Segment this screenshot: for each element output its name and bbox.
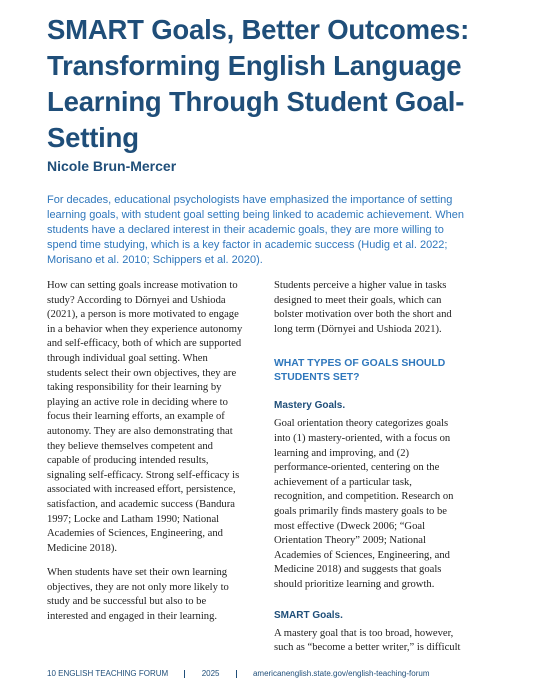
page-footer: [47, 669, 487, 679]
right-column: [274, 279, 464, 666]
left-column: [47, 279, 243, 635]
body-paragraph: Goal orientation theory categorizes goals into (1) mastery-oriented, with a focus on learning and improving, and (2) performance-oriented, centering on the achievement of a particular task, recognition, and competition. Research on goals primarily finds mastery goals to be most effective (Dweck 2006; “Goal Orientation Theory” 2009; National Academies of Sciences, Engineering, and Medicine 2018) and suggests that goals should prioritize learning and growth.: [274, 418, 454, 590]
footer-divider: [184, 670, 185, 678]
article-author: Nicole Brun-Mercer: [47, 158, 177, 174]
article-intro: For decades, educational psychologists have emphasized the importance of setting learning goals, with student goal setting being linked to academic achievement. When students have a declared interest in their academic goals, they are more willing to spend time studying, which is a key factor in academic success (Hudig et al. 2022; Morisano et al. 2010; Schippers et al. 2020).: [47, 194, 465, 266]
subheading-smart-goals: SMART Goals.: [274, 609, 343, 621]
footer-year: 2025: [201, 669, 220, 678]
subheading-mastery-goals: Mastery Goals.: [274, 400, 346, 412]
footer-url: americanenglish.state.gov/english-teaching-forum: [252, 669, 430, 678]
body-paragraph: When students have set their own learning objectives, they are not only more likely to study and be successful but also to be interested and engaged in their learning.: [47, 567, 229, 623]
body-paragraph: Students perceive a higher value in tasks designed to meet their goals, which can bolster motivation over both the short and long term (Dörnyei and Ushioda 2021).: [274, 280, 452, 335]
section-heading: WHAT TYPES OF GOALS SHOULD STUDENTS SET?: [274, 358, 446, 384]
footer-page-label: 10 ENGLISH TEACHING FORUM: [47, 669, 169, 678]
body-paragraph: How can setting goals increase motivation to study? According to Dörnyei and Ushioda (2021), a person is more motivated to engage in a behavior when they experience autonomy and self-efficacy, both of which are supported through individual goal setting. When students select their own objectives, they are taking responsibility for their learning by playing an active role in deciding where to focus their learning efforts, an example of autonomy. They are also demonstrating that they believe themselves competent and capable of producing intended results, signaling self-efficacy. Strong self-efficacy is associated with increased effort, persistence, satisfaction, and academic success (Bandura 1997; Locke and Latham 1990; National Academies of Sciences, Engineering, and Medicine 2018).: [47, 280, 243, 554]
body-paragraph: A mastery goal that is too broad, however, such as “become a better writer,” is difficult: [274, 627, 461, 654]
article-title: SMART Goals, Better Outcomes: Transforming English Language Learning Through Student Goal-Setting: [47, 14, 470, 153]
footer-divider: [236, 670, 237, 678]
